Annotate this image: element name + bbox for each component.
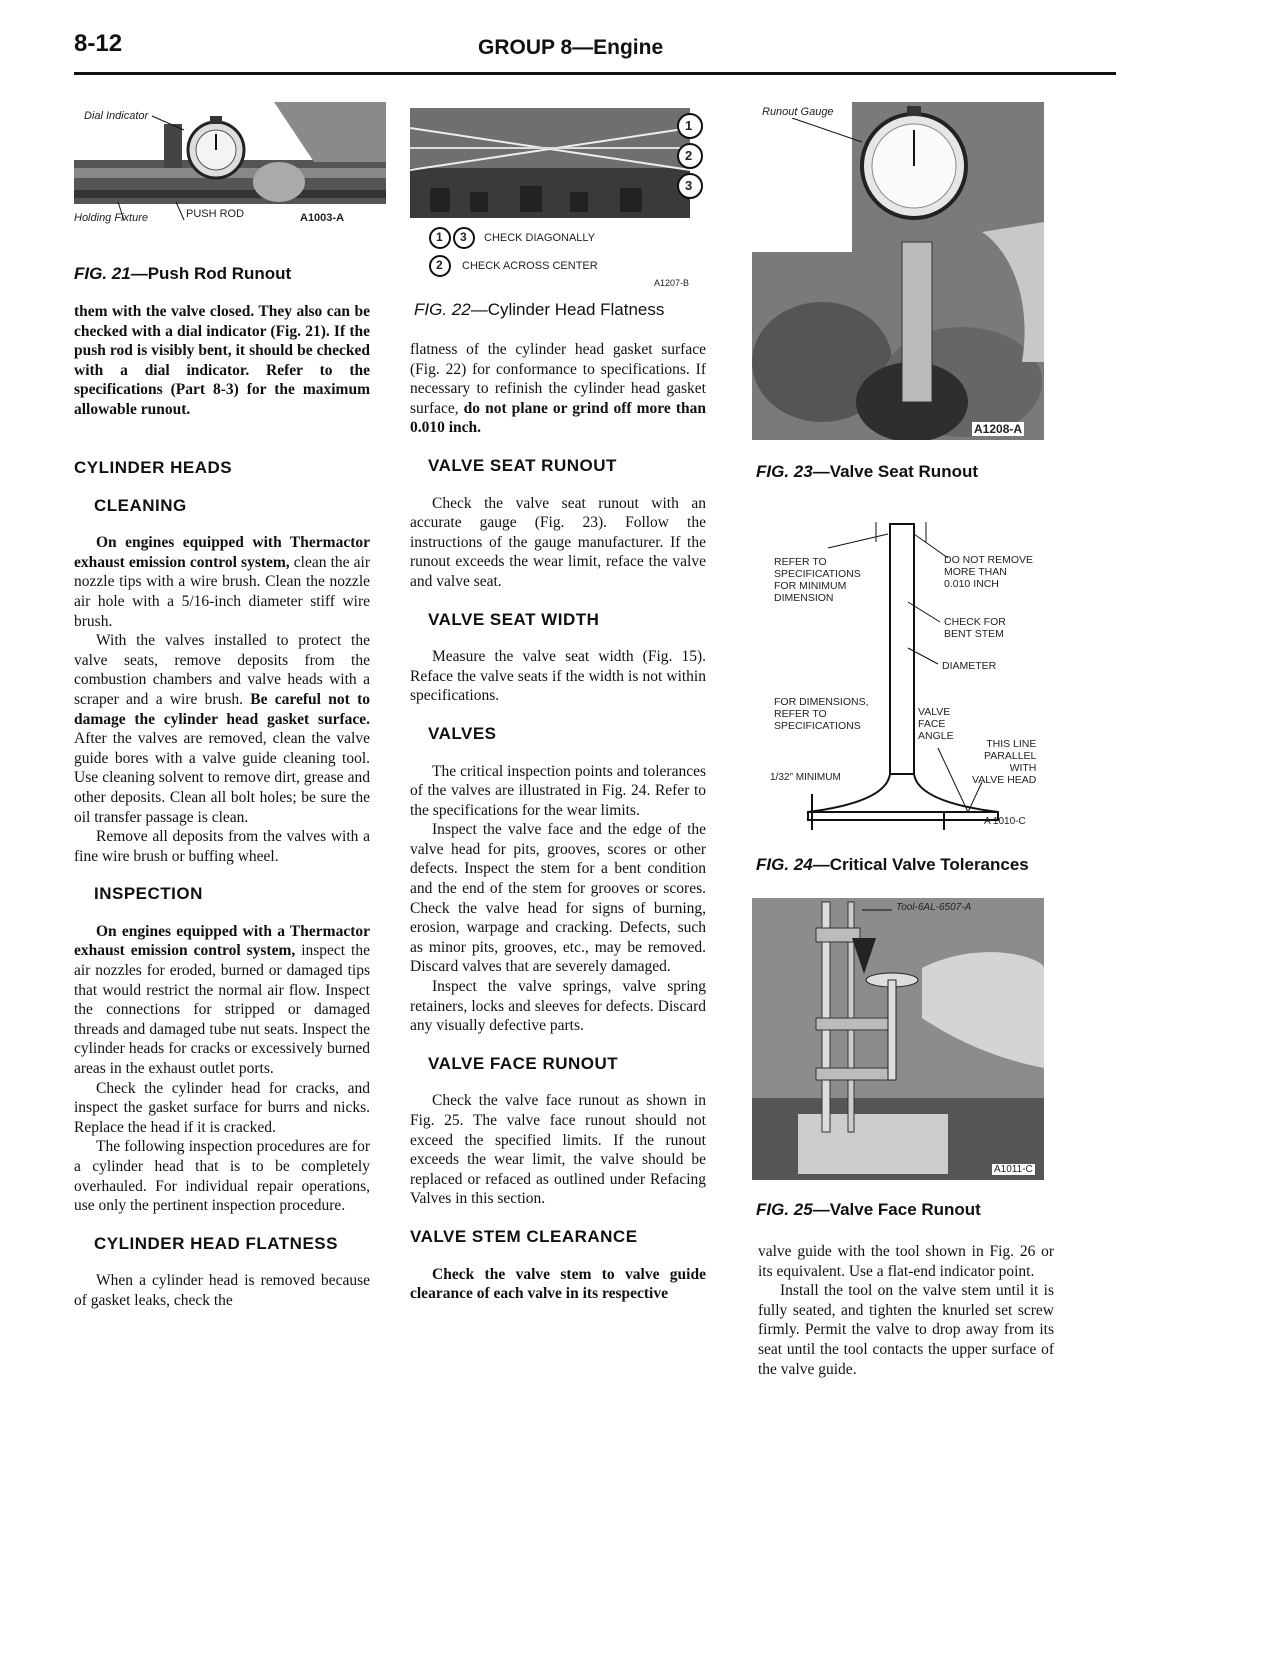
fig21-caption-number: FIG. 21	[74, 264, 131, 283]
fig24-remove-line3: 0.010 INCH	[944, 578, 999, 590]
fig23-image	[752, 102, 1044, 440]
fig24-code: A 1010-C	[984, 816, 1026, 827]
col1-para-5-bold: On engines equipped with a Thermactor exhaust emission control system,	[74, 922, 370, 960]
fig21-caption-text: —Push Rod Runout	[130, 264, 292, 283]
col2-para-7: Check the valve face runout as shown in Fig. 25. The valve face runout should not exceed the specified limits. If the runout exceeds the wear limit, the valve should be replaced or refaced as outlined under Refacing Valves in this section.	[410, 1092, 706, 1208]
column-2	[410, 340, 706, 1304]
fig24-face-label	[918, 706, 954, 742]
fig22-num1: 1	[685, 118, 693, 133]
heading-cylinder-head-flatness: CYLINDER HEAD FLATNESS	[94, 1233, 338, 1253]
fig24-remove-line2: MORE THAN	[944, 566, 1007, 578]
fig24-dims-line2: REFER TO	[774, 708, 827, 720]
col2-para-3: Measure the valve seat width (Fig. 15). Reface the valve seats if the width is not within specifications.	[410, 648, 706, 705]
fig21-code: A1003-A	[300, 212, 345, 224]
fig24-refer-line4: DIMENSION	[774, 592, 834, 604]
col1-para-2-rest: clean the air nozzle tips with a wire brush. Clean the nozzle air hole with a 5/16-inch diameter stiff wire brush.	[74, 553, 370, 630]
col1-para-8: When a cylinder head is removed because of gasket leaks, check the	[74, 1272, 370, 1309]
fig24-line-line3: WITH	[1009, 762, 1037, 774]
column-1	[74, 458, 370, 1311]
fig24-diagram	[768, 512, 1048, 834]
fig24-bent-label	[944, 616, 1006, 640]
fig22-caption-text: —Cylinder Head Flatness	[470, 300, 665, 319]
fig24-dims-label	[774, 696, 869, 732]
fig22-legend-num2: 2	[436, 258, 443, 272]
col2-para-1-a: flatness of the cylinder head gasket surface (Fig. 22) for conformance to specifications. If necessary to refinish the cylinder head gasket surface,	[410, 341, 706, 417]
fig24-dims-line3: SPECIFICATIONS	[774, 720, 861, 732]
fig24-dims-line1: FOR DIMENSIONS,	[774, 696, 869, 708]
fig23-caption-text: —Valve Seat Runout	[812, 462, 979, 481]
fig21-caption	[74, 264, 291, 284]
heading-valve-face-runout: VALVE FACE RUNOUT	[428, 1053, 619, 1073]
fig24-remove-label	[944, 554, 1033, 590]
fig22-num3: 3	[685, 178, 693, 193]
header-rule	[74, 72, 1116, 75]
fig24-line-line2: PARALLEL	[984, 750, 1037, 762]
col1-para-4: Remove all deposits from the valves with a fine wire brush or buffing wheel.	[74, 828, 370, 865]
col2-para-1	[410, 340, 706, 438]
fig22-caption-number: FIG. 22	[414, 300, 471, 319]
col2-para-1-bold: do not plane or grind off more than 0.010 inch.	[410, 399, 706, 437]
heading-cleaning: CLEANING	[94, 495, 187, 515]
col1-para-2	[74, 533, 370, 631]
fig25-caption-text: —Valve Face Runout	[812, 1200, 981, 1219]
fig23-caption	[756, 462, 978, 482]
fig22-caption	[414, 300, 664, 320]
fig24-refer-line3: FOR MINIMUM	[774, 580, 847, 592]
col1-para-3	[74, 631, 370, 827]
col1-para-2-bold: On engines equipped with Thermactor exhaust emission control system,	[74, 534, 370, 571]
col2-para-6: Inspect the valve springs, valve spring retainers, locks and sleeves for defects. Discard any visually defective parts.	[410, 978, 706, 1035]
fig24-bent-line2: BENT STEM	[944, 628, 1004, 640]
col2-para-5: Inspect the valve face and the edge of the valve head for pits, grooves, scores or other defects. Inspect the stem for a bent condition and the end of the stem for grooves or scores. Check the valve head for signs of burning, erosion, warpage and cracking. Defects, such as minor pits, grooves, etc., may be removed. Discard valves that are severely damaged.	[410, 821, 706, 976]
fig22-legend-num1: 1	[436, 230, 443, 244]
fig24-remove-line1: DO NOT REMOVE	[944, 554, 1034, 566]
column-1-top	[74, 302, 370, 420]
heading-cylinder-heads: CYLINDER HEADS	[74, 458, 233, 477]
group-title: GROUP 8—Engine	[478, 36, 664, 59]
fig24-diameter-label: DIAMETER	[942, 660, 997, 672]
fig23-code: A1208-A	[974, 422, 1023, 436]
fig24-face-line1: VALVE	[918, 706, 951, 718]
fig24-line-line1: THIS LINE	[986, 738, 1037, 750]
fig23-illustration	[752, 102, 1044, 440]
heading-valves: VALVES	[428, 723, 497, 743]
fig25-illustration	[752, 898, 1044, 1180]
fig24-line-label	[972, 738, 1036, 786]
fig22-num2: 2	[685, 148, 693, 163]
fig23-caption-number: FIG. 23	[756, 462, 813, 481]
fig22-code: A1207-B	[654, 278, 690, 288]
col1-para-6: Check the cylinder head for cracks, and inspect the gasket surface for burrs and nicks. Replace the head if it is cracked.	[74, 1079, 370, 1136]
column-3	[758, 1242, 1054, 1379]
fig22-legend-diag: CHECK DIAGONALLY	[484, 232, 596, 244]
heading-valve-seat-width: VALVE SEAT WIDTH	[428, 609, 600, 629]
fig21-label-dial: Dial Indicator	[84, 110, 149, 122]
fig24-refer-line1: REFER TO	[774, 556, 827, 568]
fig25-label-tool: Tool-6AL-6507-A	[896, 902, 972, 913]
col3-para-1: valve guide with the tool shown in Fig. 26 or its equivalent. Use a flat-end indicator point.	[758, 1243, 1054, 1280]
fig24-line-line4: VALVE HEAD	[972, 774, 1037, 786]
fig21-label-fixture: Holding Fixture	[74, 212, 148, 224]
heading-inspection: INSPECTION	[94, 884, 203, 904]
fig24-face-line3: ANGLE	[918, 730, 954, 742]
col1-para-5-rest: inspect the air nozzles for eroded, burned or damaged tips that would restrict the normal air flow. Inspect the connections for stripped or damaged threads and damaged tube nut seats. Inspect the cylinder heads for cracks or excessively burned areas in the exhaust outlet ports.	[74, 942, 370, 1078]
col1-para-5	[74, 922, 370, 1079]
fig24-refer-line2: SPECIFICATIONS	[774, 568, 861, 580]
col2-para-4: The critical inspection points and tolerances of the valves are illustrated in Fig. 24. Refer to the specifications for the wear limits.	[410, 762, 706, 819]
fig22-legend-center: CHECK ACROSS CENTER	[462, 260, 598, 272]
col1-para-1: them with the valve closed. They also can be checked with a dial indicator (Fig. 21). If the push rod is visibly bent, it should be checked with a dial indicator. Refer to the specifications (Part 8-3) for the maximum allowable runout.	[74, 303, 370, 418]
fig22-image	[410, 108, 708, 290]
fig25-image	[752, 898, 1044, 1180]
fig25-caption	[756, 1200, 981, 1220]
fig23-label-gauge: Runout Gauge	[762, 106, 834, 118]
fig24-refer-label	[774, 556, 861, 604]
col3-para-2: Install the tool on the valve stem until it is fully seated, and tighten the knurled set screw firmly. Permit the valve to drop away from its seat until the tool contacts the upper surface of the valve guide.	[758, 1282, 1054, 1378]
col2-para-2: Check the valve seat runout with an accurate gauge (Fig. 23). Follow the instructions of the gauge manufacturer. If the runout exceeds the wear limit, reface the valve and valve seat.	[410, 494, 706, 590]
fig25-code: A1011-C	[994, 1164, 1033, 1175]
col1-para-3-bold: Be careful not to damage the cylinder head gasket surface.	[74, 690, 370, 728]
fig24-min-label: 1/32" MINIMUM	[770, 772, 841, 783]
heading-valve-seat-runout: VALVE SEAT RUNOUT	[428, 455, 617, 475]
fig24-bent-line1: CHECK FOR	[944, 616, 1006, 628]
fig22-legend-num3: 3	[460, 230, 467, 244]
col1-para-7: The following inspection procedures are for a cylinder head that is to be completely overhauled. For individual repair operations, use only the pertinent inspection procedure.	[74, 1138, 370, 1215]
fig24-caption-text: —Critical Valve Tolerances	[812, 855, 1029, 874]
fig24-face-line2: FACE	[918, 718, 946, 730]
fig24-caption	[756, 855, 1029, 875]
fig24-caption-number: FIG. 24	[756, 855, 813, 874]
fig21-label-rod: PUSH ROD	[186, 208, 245, 220]
col1-para-3-b: After the valves are removed, clean the valve guide bores with a valve guide cleaning tool. Use cleaning solvent to remove dirt, grease and other deposits. Clean all bolt holes; be sure the oil transfer passage is clean.	[74, 730, 370, 826]
fig25-caption-number: FIG. 25	[756, 1200, 813, 1219]
fig21-image	[74, 102, 386, 226]
col2-para-8: Check the valve stem to valve guide clearance of each valve in its respective	[410, 1265, 706, 1303]
heading-valve-stem-clearance: VALVE STEM CLEARANCE	[410, 1226, 638, 1246]
page-number: 8-12	[74, 30, 123, 57]
col1-para-3-a: With the valves installed to protect the valve seats, remove deposits from the combustion chambers and valve heads with a scraper and a wire brush.	[74, 632, 370, 708]
